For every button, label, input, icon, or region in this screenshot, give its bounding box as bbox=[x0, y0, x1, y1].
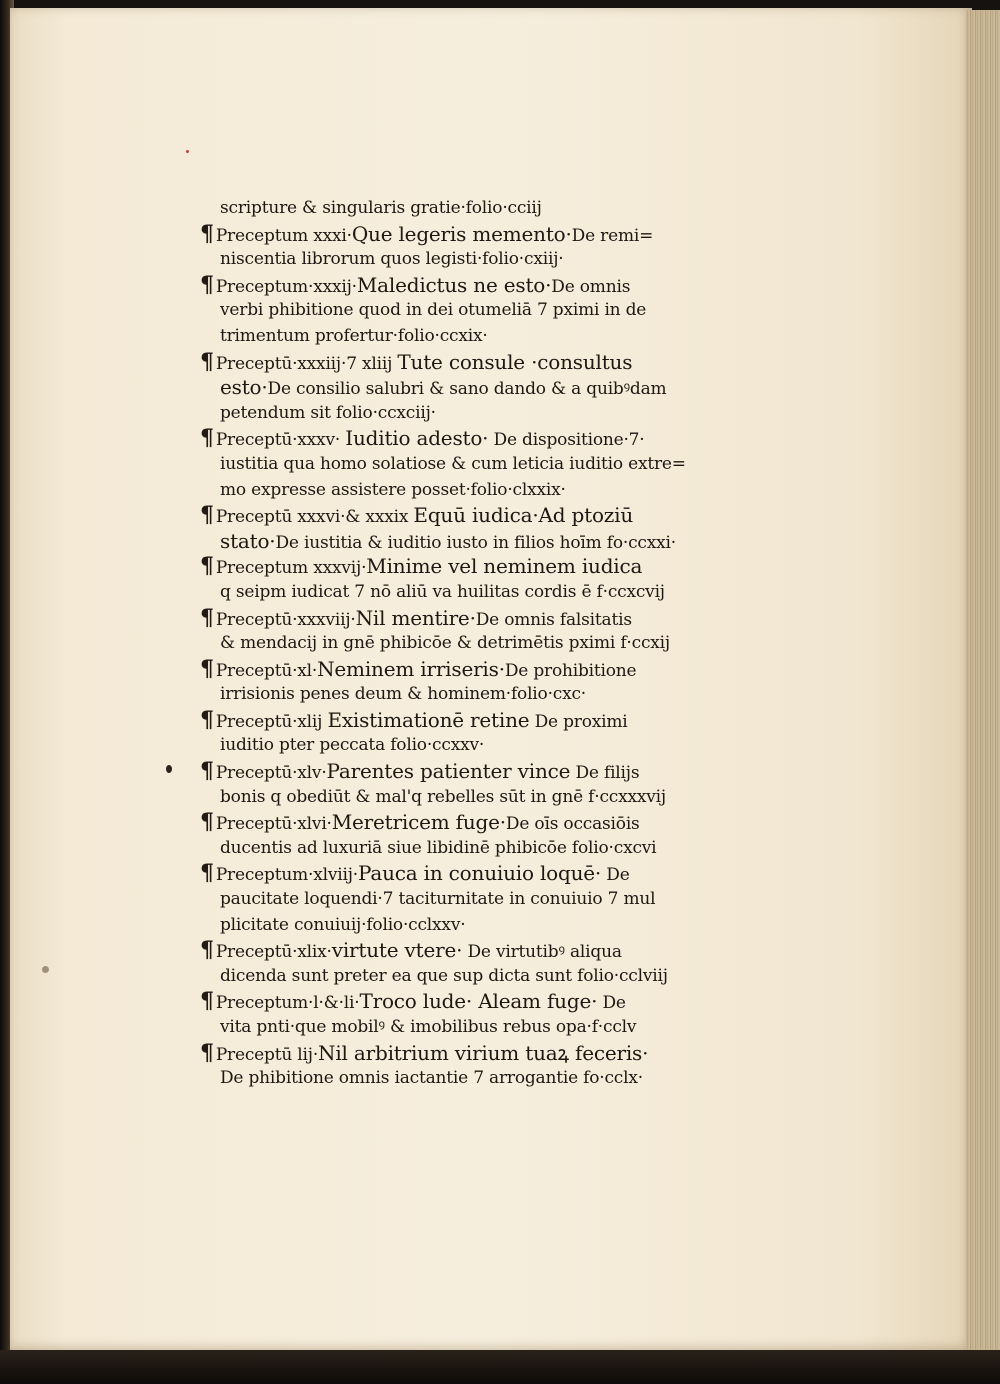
toc-entry-line bbox=[200, 708, 700, 734]
line-text: dicenda sunt preter ea que sup dicta sunt folio·cclviij bbox=[220, 965, 668, 986]
line-text: De oīs occasiōis bbox=[505, 814, 640, 835]
pilcrow-icon: ¶ bbox=[200, 1039, 214, 1066]
pilcrow-icon: ¶ bbox=[200, 758, 214, 785]
line-text: De phibitione omnis iactantie 7 arrogantie fo·cclx· bbox=[220, 1068, 643, 1089]
toc-continuation-line bbox=[200, 247, 700, 273]
line-text: niscentia librorum quos legisti·folio·cxiij· bbox=[220, 249, 564, 270]
line-text: De omnis bbox=[551, 276, 631, 297]
precept-title: Equū iudica·Ad ptoziū bbox=[413, 503, 634, 528]
pilcrow-icon: ¶ bbox=[200, 502, 214, 529]
line-text: Preceptum xxxvij· bbox=[215, 558, 367, 579]
precept-title: Meretricem fuge· bbox=[331, 810, 506, 835]
pilcrow-icon: ¶ bbox=[200, 553, 214, 580]
page-fore-edge bbox=[966, 10, 1000, 1350]
line-text: Preceptū·xxxiij·7 xliij bbox=[215, 353, 398, 374]
toc-continuation-line bbox=[200, 196, 700, 222]
line-text: De iustitia & iuditio iusto in filios hoīm fo·ccxxi· bbox=[275, 532, 676, 553]
line-text: verbi phibitione quod in dei otumeliā 7 pximi in de bbox=[220, 300, 647, 321]
precept-title: Maledictus ne esto· bbox=[356, 272, 552, 297]
line-text: De proximi bbox=[529, 711, 628, 732]
toc-entry-line bbox=[200, 759, 700, 785]
line-text: Preceptū·xxxv· bbox=[215, 430, 346, 451]
toc-continuation-line bbox=[200, 375, 700, 401]
line-text: Preceptū·xlv· bbox=[215, 763, 327, 784]
line-text: Preceptum·xxxij· bbox=[215, 276, 357, 297]
line-text: q seipm iudicat 7 nō aliū va huilitas cordis ē f·ccxcvij bbox=[220, 581, 665, 602]
precept-title: Iuditio adesto· bbox=[345, 426, 489, 451]
precept-title: Aleam fuge· bbox=[472, 989, 598, 1014]
toc-entry-line bbox=[200, 810, 700, 836]
pilcrow-icon: ¶ bbox=[200, 425, 214, 452]
table-of-contents-text bbox=[200, 196, 700, 1092]
toc-entry-line bbox=[200, 426, 700, 452]
toc-entry-line bbox=[200, 989, 700, 1015]
line-text: Preceptū lij· bbox=[215, 1044, 319, 1065]
line-text: bonis q obediūt & mal'q rebelles sūt in gnē f·ccxxxvij bbox=[220, 786, 666, 807]
precept-title: Pauca in conuiuio loquē· bbox=[357, 861, 602, 886]
line-text: & mendacij in gnē phibicōe & detrimētis pximi f·ccxij bbox=[220, 633, 670, 654]
toc-entry-line bbox=[200, 554, 700, 580]
toc-entry-line bbox=[200, 350, 700, 376]
line-text: Preceptū·xlvi· bbox=[215, 814, 332, 835]
precept-title: Nil arbitrium virium tuaꝝ feceris· bbox=[318, 1040, 649, 1065]
pilcrow-icon: ¶ bbox=[200, 220, 214, 247]
line-text: mo expresse assistere posset·folio·clxxix· bbox=[220, 479, 566, 500]
toc-entry-line bbox=[200, 861, 700, 887]
line-text: Preceptū xxxvi·& xxxix bbox=[215, 507, 414, 528]
precept-title: Neminem irriseris· bbox=[317, 656, 505, 681]
line-text: paucitate loquendi·7 taciturnitate in conuiuio 7 mul bbox=[220, 889, 656, 910]
precept-title: Minime vel neminem iudica bbox=[366, 554, 643, 579]
toc-entry-line bbox=[200, 938, 700, 964]
precept-title: Troco lude· bbox=[359, 989, 473, 1014]
toc-entry-line bbox=[200, 657, 700, 683]
precept-title: Tute consule ·consultus bbox=[397, 349, 633, 374]
toc-continuation-line bbox=[200, 298, 700, 324]
ink-spot bbox=[42, 966, 49, 973]
toc-continuation-line bbox=[200, 452, 700, 478]
toc-continuation-line bbox=[200, 631, 700, 657]
line-text: iuditio pter peccata folio·ccxxv· bbox=[220, 735, 485, 756]
toc-continuation-line bbox=[200, 529, 700, 555]
precept-title: stato· bbox=[220, 528, 276, 553]
toc-continuation-line bbox=[200, 682, 700, 708]
ink-spot bbox=[186, 150, 189, 153]
line-text: Preceptū·xl· bbox=[215, 660, 318, 681]
line-text: Preceptum·l·&·li· bbox=[215, 993, 360, 1014]
page-bottom-edge bbox=[0, 1350, 1000, 1384]
line-text: plicitate conuiuij·folio·cclxxv· bbox=[220, 914, 466, 935]
pilcrow-icon: ¶ bbox=[200, 937, 214, 964]
pilcrow-icon: ¶ bbox=[200, 706, 214, 733]
precept-title: Parentes patienter vince bbox=[326, 759, 571, 784]
toc-continuation-line bbox=[200, 1015, 700, 1041]
toc-entry-line bbox=[200, 503, 700, 529]
pilcrow-icon: ¶ bbox=[200, 988, 214, 1015]
toc-continuation-line bbox=[200, 324, 700, 350]
toc-continuation-line bbox=[200, 887, 700, 913]
toc-continuation-line bbox=[200, 913, 700, 939]
line-text: De filijs bbox=[570, 763, 640, 784]
precept-title: Que legeris memento· bbox=[351, 221, 572, 246]
pilcrow-icon: ¶ bbox=[200, 604, 214, 631]
toc-entry-line bbox=[200, 1041, 700, 1067]
line-text: De bbox=[601, 865, 630, 886]
line-text: iustitia qua homo solatiose & cum leticia iuditio extre= bbox=[220, 453, 686, 474]
toc-entry-line bbox=[200, 606, 700, 632]
toc-continuation-line bbox=[200, 1066, 700, 1092]
precept-title: Existimationē retine bbox=[327, 707, 530, 732]
pilcrow-icon: ¶ bbox=[200, 348, 214, 375]
line-text: trimentum profertur·folio·ccxix· bbox=[220, 325, 488, 346]
ink-spot bbox=[166, 765, 172, 773]
line-text: irrisionis penes deum & hominem·folio·cxc· bbox=[220, 684, 587, 705]
line-text: De prohibitione bbox=[504, 660, 637, 681]
line-text: De omnis falsitatis bbox=[475, 609, 632, 630]
pilcrow-icon: ¶ bbox=[200, 809, 214, 836]
toc-continuation-line bbox=[200, 964, 700, 990]
toc-entry-line bbox=[200, 222, 700, 248]
line-text: vita pnti·que mobilꝰ & imobilibus rebus opa·f·cclv bbox=[220, 1017, 637, 1037]
precept-title: virtute vtere· bbox=[331, 938, 463, 963]
line-text: De bbox=[597, 993, 626, 1014]
line-text: petendum sit folio·ccxciij· bbox=[220, 402, 436, 423]
pilcrow-icon: ¶ bbox=[200, 271, 214, 298]
line-text: ducentis ad luxuriā siue libidinē phibicōe folio·cxcvi bbox=[220, 837, 657, 858]
line-text: De remi= bbox=[571, 225, 654, 246]
line-text: De consilio salubri & sano dando & a quibꝰdam bbox=[267, 379, 667, 400]
pilcrow-icon: ¶ bbox=[200, 655, 214, 682]
toc-continuation-line bbox=[200, 836, 700, 862]
line-text: Preceptum xxxi· bbox=[215, 225, 352, 246]
precept-title: Nil mentire· bbox=[355, 605, 476, 630]
toc-continuation-line bbox=[200, 733, 700, 759]
pilcrow-icon: ¶ bbox=[200, 860, 214, 887]
toc-entry-line bbox=[200, 273, 700, 299]
line-text: De virtutibꝰ aliqua bbox=[462, 942, 622, 963]
line-text: Preceptū·xlix· bbox=[215, 942, 332, 963]
toc-continuation-line bbox=[200, 580, 700, 606]
line-text: Preceptū·xxxviij· bbox=[215, 609, 356, 630]
line-text: Preceptum·xlviij· bbox=[215, 865, 358, 886]
line-text: De dispositione·7· bbox=[488, 430, 645, 451]
toc-continuation-line bbox=[200, 478, 700, 504]
precept-title: esto· bbox=[220, 375, 268, 400]
line-text: scripture & singularis gratie·folio·cciij bbox=[220, 198, 542, 218]
toc-continuation-line bbox=[200, 785, 700, 811]
toc-continuation-line bbox=[200, 401, 700, 427]
line-text: Preceptū·xlij bbox=[215, 711, 328, 732]
